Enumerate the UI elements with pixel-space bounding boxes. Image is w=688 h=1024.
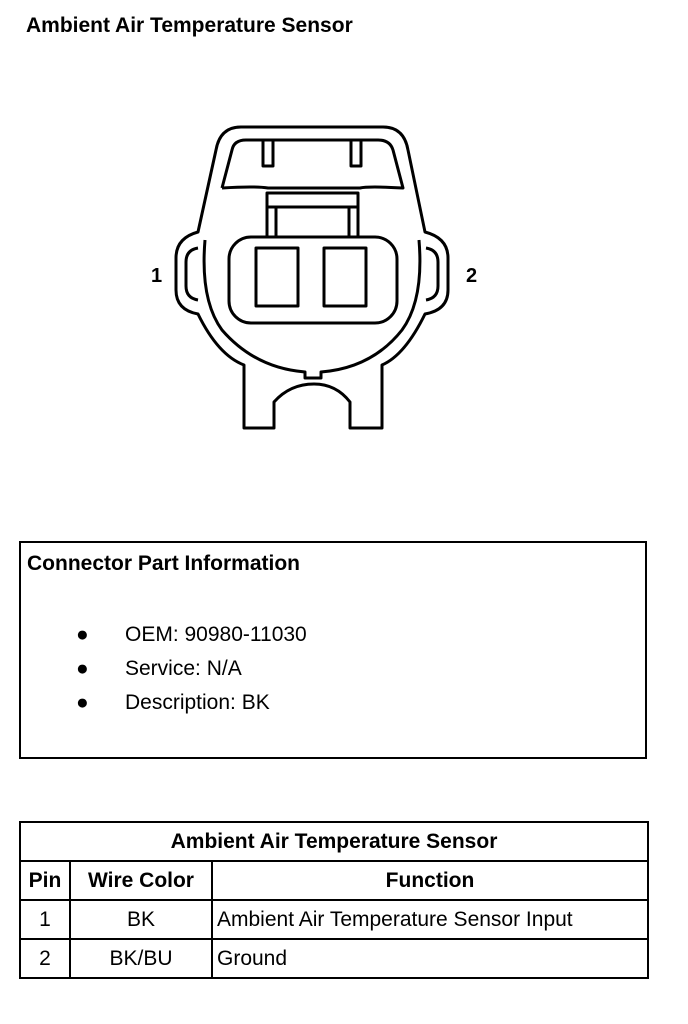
bullet-icon: ● — [76, 691, 89, 714]
connector-top-ridge — [222, 140, 403, 188]
header-pin: Pin — [20, 861, 70, 900]
table-caption: Ambient Air Temperature Sensor — [20, 822, 648, 861]
part-info-heading: Connector Part Information — [27, 552, 301, 575]
part-info-oem: OEM: 90980-11030 — [125, 623, 307, 646]
terminal-cavity — [229, 237, 397, 323]
cell-wire-color: BK — [70, 900, 212, 939]
latch-tab-left — [263, 140, 273, 166]
header-wire-color: Wire Color — [70, 861, 212, 900]
pin-label-2: 2 — [466, 265, 478, 287]
table-row — [20, 939, 648, 978]
page-title: Ambient Air Temperature Sensor — [26, 14, 353, 37]
cell-wire-color: BK/BU — [70, 939, 212, 978]
part-info-service: Service: N/A — [125, 657, 242, 680]
latch-block — [267, 193, 358, 237]
bullet-icon: ● — [76, 657, 89, 680]
cell-function: Ambient Air Temperature Sensor Input — [212, 900, 648, 939]
table-caption-row — [20, 822, 648, 861]
connector-part-info-box — [19, 541, 647, 759]
table-header-row — [20, 861, 648, 900]
table-row — [20, 900, 648, 939]
pin-label-1: 1 — [151, 265, 163, 287]
terminal-pin-2 — [324, 248, 366, 306]
header-function: Function — [212, 861, 648, 900]
pinout-table — [19, 821, 649, 979]
side-ear-left — [186, 248, 198, 300]
cell-function: Ground — [212, 939, 648, 978]
bullet-icon: ● — [76, 623, 89, 646]
terminal-pin-1 — [256, 248, 298, 306]
part-info-description: Description: BK — [125, 691, 270, 714]
latch-tab-right — [351, 140, 361, 166]
cell-pin: 1 — [20, 900, 70, 939]
side-ear-right — [426, 248, 438, 300]
connector-inner-body — [204, 240, 420, 378]
connector-housing-outline — [176, 127, 448, 428]
cell-pin: 2 — [20, 939, 70, 978]
